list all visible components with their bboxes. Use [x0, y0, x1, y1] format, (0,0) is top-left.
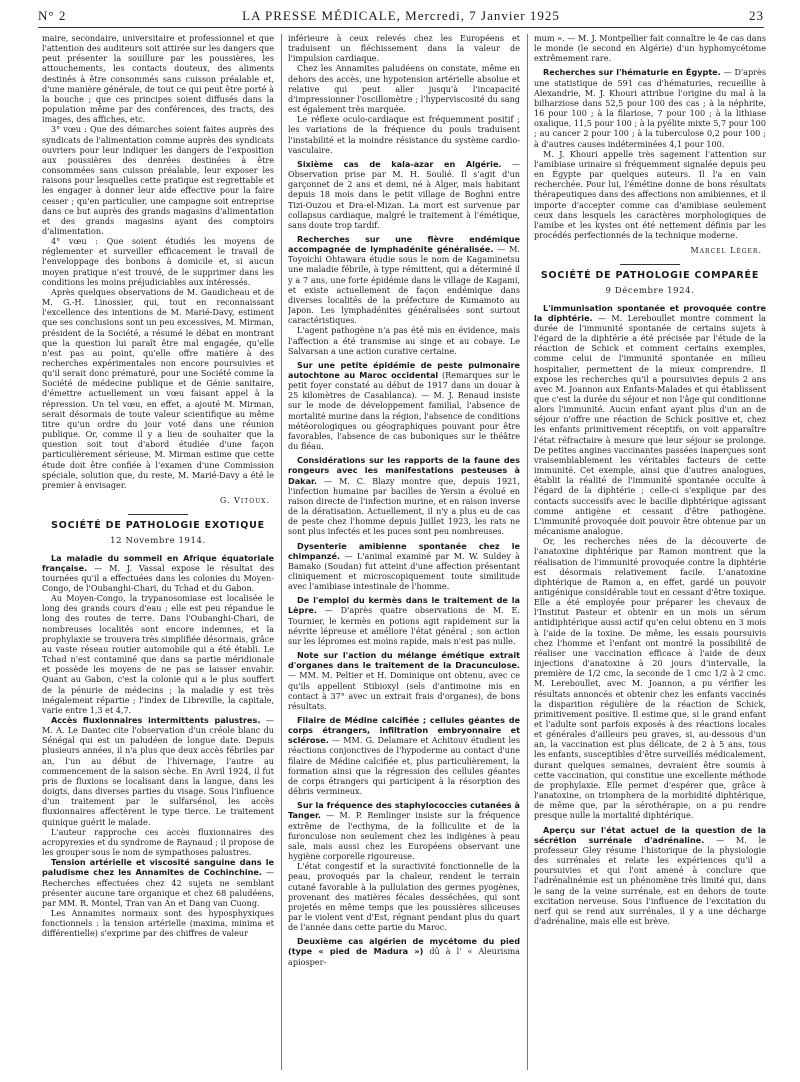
page-number-left: N° 2	[38, 8, 67, 23]
article-paragraph	[42, 857, 274, 908]
article-paragraph	[534, 303, 766, 537]
article-paragraph	[288, 800, 520, 861]
page-header	[38, 6, 764, 28]
section-date: 12 Novembre 1914.	[110, 536, 206, 547]
article-text: — M. P. Remlinger insiste sur la fréquence extrême de l'ecthyma, de la folliculite et de la furonculose non seulement chez les indigènes à peau sale, mais aussi chez les Européens observant une hygiène corporelle rigoureuse.	[288, 810, 520, 862]
paragraph: L'agent pathogène n'a pas été mis en évidence, mais l'affection a été transmise au singe et au cobaye. Le Salvarsan a une action curative certaine.	[288, 325, 520, 356]
article-heading: Recherches sur une fièvre endémique accompagnée de lymphadénite généralisée.	[288, 233, 520, 255]
article-heading: De l'emploi du kermès dans le traitement de la Lèpre.	[288, 595, 520, 616]
section-title: SOCIÉTÉ DE PATHOLOGIE COMPARÉE	[540, 270, 760, 282]
signature: G. Vitoux.	[219, 496, 270, 506]
article-heading: Accès fluxionnaires intermittents palustres.	[51, 715, 261, 725]
column-2	[288, 33, 520, 1073]
article-text: — M. le professeur Gley résume l'historique de la physiologie des surrénales et relate les expériences qu'il a poursuivies et qui l'ont amené à conclure que l'adrénalinémie est un phénomène très limité qui, dans le sang de la veine surrénale, est en dehors de toute excitation nerveuse. Sous l'influence de l'excitation du nerf qui se rend aux surrénales, il y a une décharge d'adrénaline, mais elle est brève.	[534, 834, 766, 926]
section-date: 9 Décembre 1924.	[605, 286, 695, 297]
article-paragraph	[288, 234, 520, 325]
article-heading: Filaire de Médine calcifiée ; cellules géantes de corps étrangers, infiltration embryonnaire et sclérose.	[288, 715, 520, 746]
article-heading: Recherches sur l'hématurie en Égypte.	[543, 67, 721, 78]
article-text: — L'animal examiné par M. W. Suldey à Bamako (Soudan) fut atteint d'une affection présentant cliniquement et microscopiquement toute similitude avec l'amibiase intestinale de l'homme.	[288, 550, 520, 592]
signature: Marcel Léger.	[690, 246, 762, 256]
article-heading: Aperçu sur l'état actuel de la question de la sécrétion surrénale d'adrénaline.	[534, 824, 766, 845]
article-paragraph	[42, 553, 274, 594]
article-text: — M. Toyoichi Ohtawara étudie sous le nom de Kagaminetsu une maladie fébrile, à type rémittent, qui a déterminé il y a 7 ans, une forte épidémie dans le village de Kagami, et existe actuellement de façon endémique dans diverses localités de la préfecture de Kumamoto au Japon. Les lymphadénites généralisées sont surtout caractéristiques.	[288, 244, 520, 326]
article-text: — D'après une statistique de 591 cas d'hématuries, recueillie à Alexandrie, M. J. Khouri attribue l'origine du mal à la bilharziose dans 52,5 pour 100 des cas ; à la néphrite, 16 pour 100 ; à la filariose, 7 pour 100 ; à la lithiase oxalique, 11,5 pour 100 ; à la pyélite mixte 5,7 pour 100 ; au cancer 2 pour 100 ; à la tuberculose 0,2 pour 100 ; à d'autres causes indéterminées 4,1 pour 100.	[534, 67, 766, 149]
column-1	[42, 33, 274, 1073]
article-heading: Deuxième cas algérien de mycétome du pied (type « pied de Madura »)	[288, 936, 520, 957]
paragraph: mum ». — M. J. Montpellier fait connaître le 4e cas dans le monde (le second en Algérie) d'un hyphomycétome extrêmement rare.	[534, 33, 766, 64]
article-paragraph	[534, 825, 766, 927]
article-heading: Sixième cas de kala-azar en Algérie.	[297, 158, 502, 169]
article-paragraph	[288, 715, 520, 796]
article-text: dû à l' « Aleurisma apiosper-	[288, 946, 520, 967]
article-text: — MM. G. Delamare et Achitouv étudient les réactions conjonctives de l'hypoderme au contact d'une filaire de Médine calcifiée et, plus particulièrement, la formation ainsi que la régression des cellules géantes de corps étrangers qui participent à la résorption des débris vermineux.	[288, 735, 520, 797]
article-text: (Remarques sur le petit foyer constaté au début de 1917 dans un douar à 25 kilomètres de Casablanca). — M. J. Renaud insiste sur le mode de développement familial, l'absence de mortalité murine dans la région, l'absence de conditions météorologiques ou géographiques pouvant pour être favorables, l'absence de cas buboniques sur le théâtre du fléau.	[288, 370, 520, 452]
article-paragraph	[288, 595, 520, 646]
article-text: — D'après quatre observations de M. E. Tournier, le kermès en potions agit rapidement sur la névrite lépreuse et améliore l'état général ; son action sur les lépromes est moins rapide, mais n'est pas nulle.	[288, 605, 520, 646]
article-text: — Recherches effectuées chez 42 sujets ne semblant présenter aucune tare organique et chez 68 paludéens, par MM. R. Montel, Tran van An et Dang van Cuong.	[42, 867, 274, 908]
paragraph: 3° vœu : Que des démarches soient faites auprès des syndicats de l'alimentation comme auprès des syndicats ouvriers pour leur indiquer les dangers de l'exposition aux poussières des denrées destinées à être consommées sans cuisson préalable, leur exposer les raisons pour lesquelles cette pratique est regrettable et les engager à donner leur aide effective pour la faire cesser ; qu'en particulier, une campagne soit entreprise dans ce but auprès des grands magasins d'alimentation et des grands magasins ayant des comptoirs d'alimentation.	[42, 124, 274, 236]
column-3	[534, 33, 766, 1073]
article-text: — M. Lereboullet montre comment la durée de l'immunité spontanée de certains sujets à l'égard de la diphtérie a été précisée par l'étude de la réaction de Schick et comment certains exemples, comme celui de l'immunité spontanée en milieu hospitalier, permettent de la mieux comprendre. Il expose les recherches qu'il a poursuivies depuis 2 ans avec M. Joannon aux Enfants-Malades et qui établissent que c'est la durée du séjour et non l'âge qui conditionne alors l'immunité. Aucun enfant ayant plus d'un an de séjour n'offre une réaction de Schick positive et, chez les enfants primitivement réceptifs, on voit apparaître l'état réfractaire à mesure que leur séjour se prolonge. De petites angines vaccinantes passées inaperçues sont vraisemblablement les véritables facteurs de cette immunité. Cet exemple, ainsi que d'autres analogues, établit la réalité de l'immunité spontanée occulte à l'égard de la diphtérie ; celle-ci s'explique par des contacts successifs avec le bacille diphtérique agissant comme antigène et cessant d'être pathogène. L'immunité provoquée doit pouvoir être obtenue par un mécanisme analogue.	[534, 312, 766, 537]
paragraph: M. J. Khouri appelle très sagement l'attention sur l'amibiase urinaire si fréquemment signalée depuis peu en Égypte par quelques auteurs. Il l'a en vain recherchée. Pour lui, l'émétine donne de bons résultats thérapeutiques dans des affections non amibiennes, et il importe d'accepter comme cas d'amibiase seulement ceux dans lesquels les caractères morphologiques de l'amibe et les kystes ont été nettement définis par les procédés perfectionnés de la technique moderne.	[534, 148, 766, 240]
paragraph: 4° vœu : Que soient étudiés les moyens de réglementer et surveiller efficacement le travail de l'enveloppage des bonbons à domicile et, si aucun moyen pratique n'est trouvé, de le supprimer dans les conditions les moins préjudiciables aux intéressés.	[42, 236, 274, 287]
journal-title: LA PRESSE MÉDICALE, Mercredi, 7 Janvier 1925	[242, 8, 560, 23]
article-heading: Note sur l'action du mélange émétique extrait d'organes dans le traitement de la Dracunculose.	[288, 650, 520, 671]
paragraph: Or, les recherches nées de la découverte de l'anatoxine diphtérique par Ramon montrent que la réalisation de l'immunité provoquée contre la diphtérie est désormais relativement facile. L'anatoxine diphtérique de Ramon a, en effet, gardé un pouvoir antigénique considérable tout en cessant d'être toxique. Elle a été employée pour préparer les chevaux de l'Institut Pasteur et obtenir en un mois un sérum antidiphtérique aussi actif qu'en celui obtenu en 3 mois à l'aide de la toxine. De même, les essais poursuivis chez l'homme et l'enfant ont montré la possibilité de réaliser une vaccination efficace à l'aide de deux injections d'anatoxine à 20 jours d'intervalle, la première de 1/2 cmc, la seconde de 1 cmc 1/2 à 2 cmc. M. Lereboullet, avec M. Joannon, a pu vérifier les résultats annoncés et obtenir chez les enfants vaccinés la disparition régulière de la réaction de Schick, primitivement positive. Il estime que, si le grand enfant et l'adulte sont parfois exposés à des réactions locales et générales d'ailleurs peu graves, si, au-dessous d'un an, la vaccination est plus délicate, de 2 à 5 ans, tous les enfants, susceptibles d'être surveillés médicalement, durant quelques semaines, devraient être soumis à cette vaccination, qui constitue une excellente méthode de prophylaxie. Elle permet d'espérer que, grâce à l'anatoxine, on triomphera de la morbidité diphtérique, de même que, par la sérothérapie, on a pu rendre presque nulle la mortalité diphtérique.	[534, 536, 766, 821]
paragraph: Après quelques observations de M. Gaudicheau et de M. G.-H. Linossier, qui, tout en reconnaissant l'excellence des intentions de M. Marié-Davy, estiment que ses conclusions sont un peu excessives, M. Mirman, président de la Société, a résumé le débat en montrant que la question lui paraît être mal engagée, qu'elle n'est pas au point, qu'elle offre matière à des recherches expérimentales non encore poursuivies et qu'il serait donc prématuré, pour une Société comme la Société de médecine publique et de Génie sanitaire, d'émettre actuellement un vœu faisant appel à la répression. Un tel vœu, en effet, a ajouté M. Mirman, serait désormais de toute valeur scientifique au même titre qu'un ordre du jour voté dans une réunion publique. Or, comme il y a lieu de souhaiter que la question soit tout d'abord étudiée d'une façon particulièrement sérieuse, M. Mirman estime que cette étude doit être confiée à l'examen d'une Commission spéciale, solution que, du reste, M. Marié-Davy a été le premier à envisager.	[42, 286, 274, 490]
article-heading: Sur la fréquence des staphylococcies cutanées à Tanger.	[288, 800, 520, 821]
article-paragraph	[288, 360, 520, 451]
article-paragraph	[42, 715, 274, 827]
article-text: — M. A. Le Dantec cite l'observation d'un créole blanc du Sénégal qui est un paludéen de longue date. Depuis plusieurs années, il n'a plus que deux accès fébriles par an, l'un au début de l'hivernage, l'autre au commencement de la saison sèche. En Avril 1924, il fut pris de fluxions se localisant dans la langue, dans les doigts, dans diverses parties du visage. Sous l'influence d'un traitement par le sulfarsénol, les accès fluxionnaires affectèrent le type tierce. Le traitement quinique guérit le malade.	[42, 715, 274, 827]
section-rule	[128, 514, 188, 515]
article-heading: Sur une petite épidémie de peste pulmonaire autochtone au Maroc occidental	[288, 359, 520, 380]
article-paragraph	[288, 455, 520, 536]
article-paragraph	[534, 67, 766, 148]
paragraph: Le réflexe oculo-cardiaque est fréquemment positif ; les variations de la fréquence du pouls traduisent l'instabilité et la moindre résistance du système cardio-vasculaire.	[288, 114, 520, 155]
article-text: — MM. M. Peltier et H. Dominique ont obtenu, avec ce qu'ils appellent Stibioxyl (sels d'antimoine mis en contact à 37° avec un extrait frais d'organes), de bons résultats.	[288, 670, 520, 711]
article-text: — M. C. Blazy montre que, depuis 1921, l'infection humaine par bacilles de Yersin a évolué en raison directe de l'infection murine, et en raison inverse de la dératisation. Actuellement, il n'y a plus eu de cas de peste chez l'homme depuis Juillet 1923, les rats ne sont plus infectés et les puces sont peu nombreuses.	[288, 475, 520, 537]
article-heading: L'immunisation spontanée et provoquée contre la diphtérie.	[534, 302, 766, 323]
column-divider-2	[527, 34, 528, 1070]
article-paragraph	[288, 650, 520, 711]
section-title: SOCIÉTÉ DE PATHOLOGIE EXOTIQUE	[51, 520, 265, 532]
header-rule	[38, 27, 764, 28]
article-text: — M. J. Vassal expose le résultat des tournées qu'il a effectuées dans les colonies du Moyen-Congo, de l'Oubanghi-Chari, du Tchad et du Gabon.	[42, 562, 274, 593]
article-heading: Tension artérielle et viscosité sanguine dans le paludisme chez les Annamites de Cochinchine.	[42, 857, 274, 878]
paragraph: L'état congestif et la suractivité fonctionnelle de la peau, provoqués par la chaleur, rendent le terrain cutané favorable à la pullulation des germes pyogènes, provenant des matières fécales desséchées, qui sont projetés en même temps que les poussières siliceuses par le violent vent d'Est, régnant pendant plus du quart de l'année dans cette partie du Maroc.	[288, 861, 520, 933]
paragraph: maire, secondaire, universitaire et professionnel et que l'attention des auditeurs soit attirée sur les dangers que peut présenter la souillure par les poussières, les attouchements, les contacts douteux, des aliments destinés à être consommés sans cuisson préalable et, d'une manière générale, de tout ce qui peut être porté à la bouche ; que ces principes soient diffusés dans la population même par des conférences, des tracts, des images, des affiches, etc.	[42, 33, 274, 125]
paragraph: Chez les Annamites paludéens on constate, même en dehors des accès, une hypotension artérielle absolue et relative qui peut aller jusqu'à l'incapacité d'impressionner l'oscillomètre ; l'hyperviscosité du sang est également très marquée.	[288, 63, 520, 115]
article-heading: La maladie du sommeil en Afrique équatoriale française.	[42, 552, 274, 573]
paragraph: L'auteur rapproche ces accès fluxionnaires des acropyrexies et du syndrome de Raynaud ; il propose de les grouper sous le nom de sympathoses palustres.	[42, 826, 274, 858]
article-text: — Observation prise par M. H. Soulié. Il s'agit d'un garçonnet de 2 ans et demi, né à Alger, mais habitant depuis 18 mois dans le petit village de Boghni entre Tizi-Ouzou et Dra-el-Mizan. La mort est survenue par collapsus cardiaque, malgré le traitement à l'émétique, sans doute trop tardif.	[288, 158, 520, 230]
paragraph: Au Moyen-Congo, la trypanosomiase est localisée le long des grands cours d'eau ; elle est peu répandue le long des routes de terre. Dans l'Oubanghi-Chari, de nombreuses localités sont encore indemnes, et la prophylaxie se trouvera très simplifiée désormais, grâce au vaste réseau routier automobile qui a été établi. Le Tchad n'est contaminé que dans sa partie méridionale et possède les moyens de ne pas se laisser envahir. Quant au Gabon, c'est la colonie qui a le plus souffert de la pénurie de médecins ; la maladie y est très inégalement répartie ; l'index de Libreville, la capitale, varie entre 1,3 et 4,7.	[42, 593, 274, 715]
article-paragraph	[288, 541, 520, 592]
page-number-right: 23	[749, 8, 764, 23]
article-paragraph	[288, 159, 520, 230]
paragraph: Les Annamites normaux sont des hyposphyxiques fonctionnels : la tension artérielle (maxima, minima et différentielle) s'exprime par des chiffres de valeur	[42, 907, 274, 939]
article-heading: Dysenterie amibienne spontanée chez le chimpanzé.	[288, 540, 520, 561]
section-rule	[620, 264, 680, 265]
column-divider-1	[281, 34, 282, 1070]
article-paragraph	[288, 936, 520, 966]
paragraph: inférieure à ceux relevés chez les Européens et traduisent un fléchissement dans la valeur de l'impulsion cardiaque.	[288, 33, 520, 64]
article-heading: Considérations sur les rapports de la faune des rongeurs avec les manifestations pesteuses à Dakar.	[288, 455, 520, 486]
